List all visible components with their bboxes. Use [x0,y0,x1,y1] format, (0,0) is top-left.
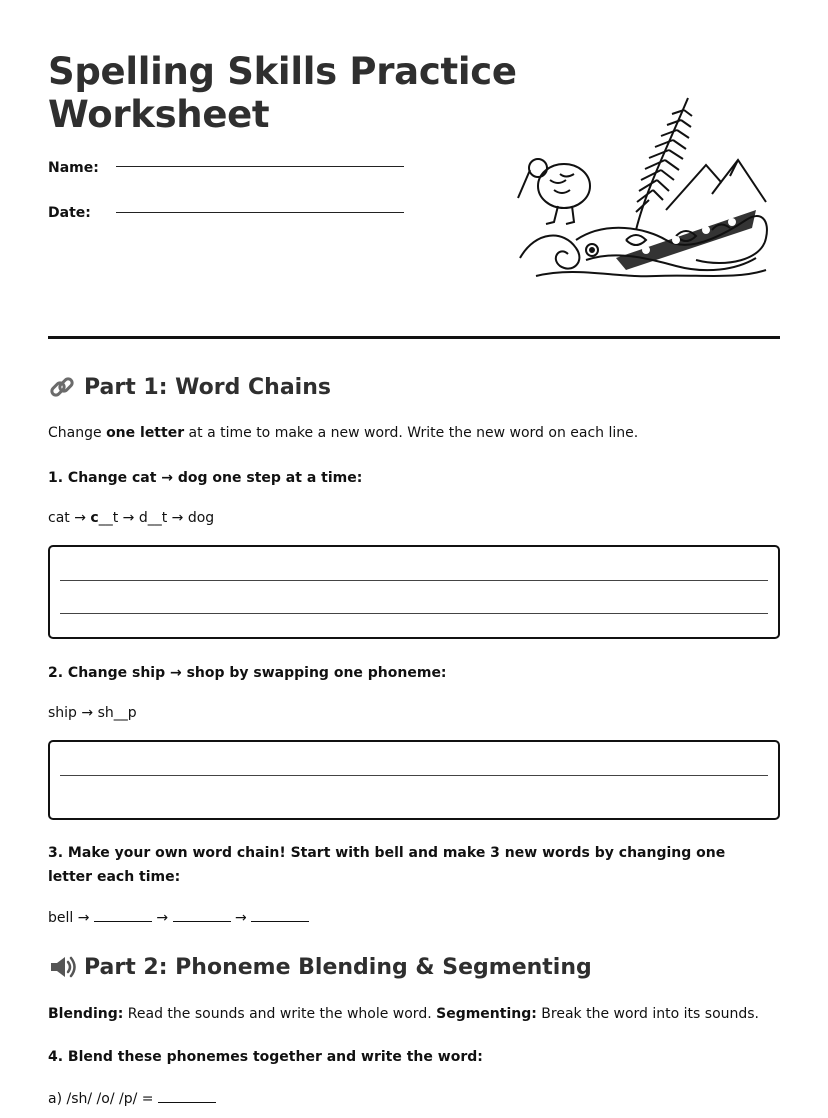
blank-field[interactable] [158,1090,216,1103]
question-3-chain: bell → → → [48,909,780,926]
part1-title: Part 1: Word Chains [84,374,331,400]
speaker-icon [48,953,76,981]
name-label: Name: [48,160,99,176]
date-label: Date: [48,205,91,221]
blank-field[interactable] [173,909,231,922]
blank-field[interactable] [94,909,152,922]
part2-intro: Blending: Read the sounds and write the whole word. Segmenting: Break the word into its sounds. [48,1006,760,1022]
answer-line[interactable] [60,613,768,614]
blank-field[interactable] [251,909,309,922]
name-field[interactable] [116,166,404,167]
question-1: 1. Change cat → dog one step at a time: [48,470,363,486]
question-4a: a) /sh/ /o/ /p/ = [48,1090,780,1107]
date-field[interactable] [116,212,404,213]
answer-box-2[interactable] [48,740,780,820]
part1-heading [48,373,331,401]
answer-line[interactable] [60,775,768,776]
part1-intro: Change one letter at a time to make a new word. Write the new word on each line. [48,425,639,441]
question-2: 2. Change ship → shop by swapping one phoneme: [48,665,447,681]
kiwi-fern-illustration [516,90,772,286]
question-1-chain: cat → c__t → d__t → dog [48,510,215,526]
answer-line[interactable] [60,580,768,581]
header-divider [48,336,780,339]
question-2-chain: ship → sh__p [48,705,137,721]
part2-heading [48,953,592,981]
answer-box-1[interactable] [48,545,780,639]
link-icon [48,373,76,401]
part2-title: Part 2: Phoneme Blending & Segmenting [84,954,592,980]
question-3: 3. Make your own word chain! Start with bell and make 3 new words by changing one letter each time: [48,845,726,885]
page-title: Spelling Skills Practice Worksheet [48,50,517,136]
question-4: 4. Blend these phonemes together and write the word: [48,1049,483,1065]
